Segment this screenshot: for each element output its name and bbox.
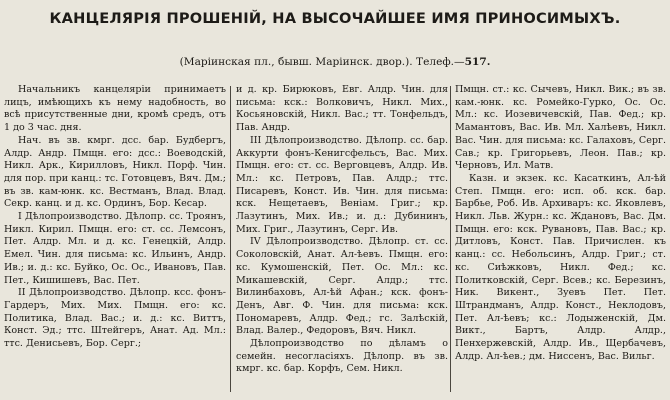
address: (Маріинская пл., бывш. Маріинск. двор.). <box>179 56 413 68</box>
page-title: КАНЦЕЛЯРІЯ ПРОШЕНІЙ, НА ВЫСОЧАЙШЕЕ ИМЯ ПРИНОСИМЫХЪ. <box>49 10 621 27</box>
paragraph-office-2: II Дѣлопроизводство. Дѣлопр. ксс. фонъ-Гардеръ, Мих. Мих. Пмщн. его: кс. Политика, Влад. Вас.; и. д.: кс. Виттъ, Конст. Эд.; ттс. Штейгеръ, Анат. Ад. Мл.: ттс. Денисьевъ, Бор. Серг.; <box>4 287 226 350</box>
paragraph-family-office-cont: Пмщн. ст.: кс. Сычевъ, Никл. Вик.; въ зв. кам.-юнк. кс. Ромейко-Гурко, Ос. Ос. Мл.: кс. Иозевичевскій, Пав. Фед.; кр. Мамантовъ, Вас. Ив. Мл. Халѣевъ, Никл. Вас. Чин. для письма: кс. Галаховъ, Серг. Сав.; кр. Григорьевъ, Леон. Пав.; кр. Черновъ, Ил. Матв. <box>455 84 666 172</box>
paragraph-office-3: III Дѣлопроизводство. Дѣлопр. сс. бар. Аккурти фонъ-Кенигсфельсъ, Вас. Мих. Пмщн. его: ст. сс. Верговцевъ, Алдр. Ив. Мл.: кс. Петровъ, Пав. Алдр.; ттс. Писаревъ, Конст. Ив. Чин. для письма: кск. Нещетаевъ, Веніам. Григ.; кр. Лазутинъ, Мих. Ив.; и. д.: Дубининъ, Мих. Григ., Лазутинъ, Серг. Ив. <box>236 134 448 235</box>
paragraph-reception: Начальникъ канцеляріи принимаетъ лицъ, имѣющихъ къ нему надобность, во всѣ присутственные дни, кромѣ средъ, отъ 1 до 3 час. дня. <box>4 84 226 134</box>
column-3 <box>455 84 666 398</box>
phone-label: Телеф.— <box>416 56 465 68</box>
column-2 <box>236 84 448 398</box>
phone-number: 517. <box>464 56 491 68</box>
paragraph-office-2-cont: и д. кр. Бирюковъ, Евг. Алдр. Чин. для письма: кск.: Волковичъ, Никл. Мих., Косьяновскій, Никл. Вас.; тт. Тонфельдъ, Пав. Андр. <box>236 84 448 134</box>
address-line <box>0 56 670 68</box>
paragraph-family-office: Дѣлопроизводство по дѣламъ о семейн. несогласіяхъ. Дѣлопр. въ зв. кмрг. кс. бар. Корфъ, Сем. Никл. <box>236 338 448 375</box>
paragraph-head: Нач. въ зв. кмрг. дсс. бар. Будбергъ, Алдр. Андр. Пмщн. его: дсс.: Воеводскій, Никл. Арк., Кирилловъ, Никл. Порф. Чин. для пор. при канц.: тс. Готовцевъ, Вяч. Дм.; въ зв. кам-юнк. кс. Вестманъ, Влад. Влад. Секр. канц. и д. кс. Ординъ, Бор. Кесар. <box>4 134 226 210</box>
column-1 <box>4 84 226 398</box>
paragraph-treasury: Казн. и экзек. кс. Касаткинъ, Ал-ѣй Степ. Пмщн. его: исп. об. кск. бар. Барбье, Роб. Ив. Архиваръ: кс. Яковлевъ, Никл. Льв. Журн.: кс. Ждановъ, Вас. Дм. Пмщн. его: кск. Рувановъ, Пав. Вас.; кр. Дитловъ, Конст. Пав. Причислен. къ канц.: сс. Небольсинъ, Алдр. Григ.; ст. кс. Сиѣжковъ, Никл. Фед.; кс. Политковскій, Серг. Всев.; кс. Березинъ, Ник. Викент., Зуевъ Пет. Пет. Штрандманъ, Алдр. Конст., Неклодовъ, Пет. Ал-ѣевъ; кс.: Лодыженскій, Дм. Викт., Бартъ, Алдр. Алдр., Пенхержевскій, Алдр. Ив., Щербачевъ, Алдр. Ал-ѣев.; дм. Ниссенъ, Вас. Вильг. <box>455 172 666 362</box>
paragraph-office-4: IV Дѣлопроизводство. Дѣлопр. ст. сс. Соколовскій, Анат. Ал-ѣевъ. Пмщн. его: кс. Кумошенскій, Пет. Ос. Мл.: кс. Микашевскій, Серг. Алдр.; ттс. Вилинбаховъ, Ал-ѣй Афан.; кск. фонъ-Денъ, Авг. Ф. Чин. для письма: кск. Пономаревъ, Алдр. Фед.; гс. Залѣскій, Влад. Валер., Федоровъ, Вяч. Никл. <box>236 236 448 337</box>
paragraph-office-1: I Дѣлопроизводство. Дѣлопр. сс. Троянъ, Никл. Кирил. Пмщн. его: ст. сс. Лемсонъ, Пет. Алдр. Мл. и д. кс. Генецкій, Алдр. Емел. Чин. для письма: кс. Ильинъ, Андр. Ив.; и. д.: кс. Буйко, Ос. Ос., Ивановъ, Пав. Пет., Кишишевъ, Вас. Пет. <box>4 211 226 286</box>
text-columns <box>0 84 670 400</box>
